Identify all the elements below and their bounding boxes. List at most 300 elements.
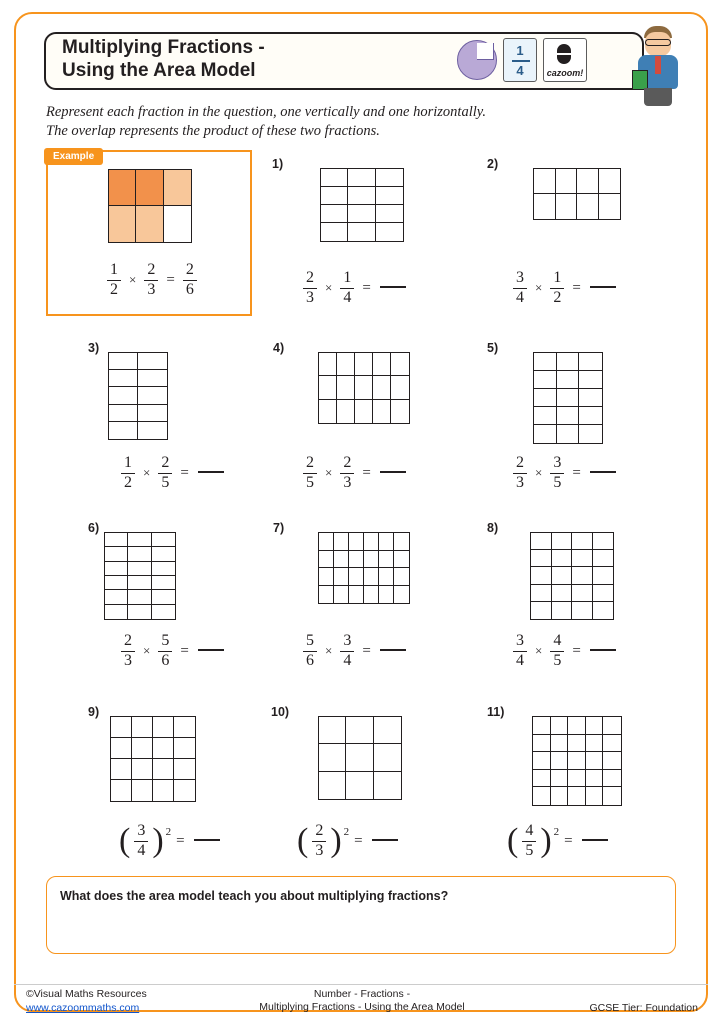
- grid-cell: [164, 206, 191, 242]
- grid-cell: [579, 389, 602, 407]
- grid-cell: [603, 735, 621, 753]
- problem-f1-den: 4: [516, 289, 524, 307]
- grid-cell: [128, 533, 151, 547]
- grid-cell: [379, 551, 394, 569]
- grid-cell: [334, 533, 349, 551]
- grid-cell: [579, 371, 602, 389]
- fraction: [144, 262, 158, 299]
- grid-cell: [319, 400, 337, 423]
- grid-cell: [577, 169, 599, 194]
- grid-cell: [346, 772, 373, 799]
- logo-group: [455, 36, 635, 86]
- grid-cell: [593, 533, 614, 550]
- grid-cell: [391, 400, 409, 423]
- grid-cell: [321, 223, 348, 241]
- fraction: [303, 455, 317, 492]
- grid-cell: [568, 787, 586, 805]
- grid-cell: [579, 407, 602, 425]
- grid-cell: [109, 370, 138, 387]
- grid-cell: [534, 425, 557, 443]
- problem-operator: ×: [325, 465, 333, 481]
- grid-cell: [394, 551, 409, 569]
- grid-cell: [152, 605, 175, 619]
- grid-cell: [109, 353, 138, 370]
- problem-equals: =: [180, 642, 189, 659]
- problem-equals: =: [362, 464, 371, 481]
- problem-f2-den: 5: [553, 652, 562, 670]
- fraction: [121, 455, 135, 492]
- example-ans-den: 6: [185, 281, 194, 299]
- reflection-question: What does the area model teach you about multiplying fractions?: [60, 889, 449, 903]
- grid-cell: [111, 717, 132, 738]
- grid-cell: [105, 533, 128, 547]
- grid-cell: [557, 407, 580, 425]
- example-equals: =: [166, 271, 175, 288]
- grid-cell: [391, 376, 409, 399]
- problem-operator: ×: [325, 280, 333, 296]
- grid-cell: [557, 389, 580, 407]
- problem-equals: =: [362, 642, 371, 659]
- problem-grid: [320, 168, 404, 242]
- grid-cell: [376, 223, 403, 241]
- grid-cell: [572, 602, 593, 619]
- grid-cell: [174, 717, 195, 738]
- grid-cell: [364, 551, 379, 569]
- grid-cell: [531, 567, 552, 584]
- problem-grid: [530, 532, 614, 620]
- grid-cell: [128, 576, 151, 590]
- problem-equals: =: [572, 642, 581, 659]
- fraction: [303, 633, 317, 670]
- grid-cell: [109, 170, 136, 206]
- grid-cell: [603, 752, 621, 770]
- grid-cell: [132, 759, 153, 780]
- grid-cell: [349, 586, 364, 604]
- problem-operator: ×: [325, 643, 333, 659]
- example-ans-num: 2: [185, 261, 194, 278]
- grid-cell: [586, 787, 604, 805]
- fraction: [312, 823, 326, 860]
- problem-f2-num: 5: [161, 632, 170, 649]
- grid-cell: [568, 717, 586, 735]
- grid-cell: [531, 602, 552, 619]
- problem-number: 6): [88, 521, 100, 535]
- grid-cell: [551, 770, 569, 788]
- problem-f2-den: 3: [343, 474, 352, 492]
- grid-cell: [586, 770, 604, 788]
- grid-cell: [349, 533, 364, 551]
- grid-cell: [346, 744, 373, 771]
- grid-cell: [568, 770, 586, 788]
- grid-cell: [552, 533, 573, 550]
- grid-cell: [319, 353, 337, 376]
- answer-blank: [380, 649, 406, 651]
- grid-cell: [319, 551, 334, 569]
- fraction: [303, 270, 317, 307]
- problem-f2-num: 3: [553, 454, 562, 471]
- fraction: [121, 633, 135, 670]
- grid-cell: [152, 576, 175, 590]
- grid-cell: [153, 717, 174, 738]
- grid-cell: [593, 550, 614, 567]
- fraction: [158, 633, 172, 670]
- grid-cell: [531, 533, 552, 550]
- grid-cell: [533, 770, 551, 788]
- problem-number: 3): [88, 341, 100, 355]
- problem-grid: [533, 168, 621, 220]
- problem-grid: [318, 716, 402, 800]
- grid-cell: [334, 568, 349, 586]
- grid-cell: [551, 752, 569, 770]
- footer-center-line2: Multiplying Fractions - Using the Area Model: [259, 1001, 465, 1013]
- problem-exponent: 2: [553, 826, 560, 839]
- grid-cell: [533, 717, 551, 735]
- instructions-line2: The overlap represents the product of these two fractions.: [46, 123, 380, 139]
- grid-cell: [132, 738, 153, 759]
- problem-grid: [318, 352, 410, 424]
- grid-cell: [321, 187, 348, 205]
- grid-cell: [346, 717, 373, 744]
- grid-cell: [603, 770, 621, 788]
- grid-cell: [552, 602, 573, 619]
- fraction-card-icon: [503, 38, 537, 82]
- grid-cell: [593, 567, 614, 584]
- problem-f2-den: 4: [343, 289, 352, 307]
- grid-cell: [557, 425, 580, 443]
- problem-f1-den: 4: [137, 842, 146, 860]
- problem-f2-den: 5: [553, 474, 562, 492]
- example-f2-num: 2: [147, 261, 156, 278]
- problem-expression: [300, 455, 406, 492]
- fraction: [550, 633, 564, 670]
- problem-f1-num: 2: [315, 822, 324, 839]
- grid-cell: [337, 376, 355, 399]
- grid-cell: [138, 370, 167, 387]
- grid-cell: [164, 170, 191, 206]
- answer-blank: [590, 649, 616, 651]
- problem-f1-num: 3: [137, 822, 146, 839]
- grid-cell: [128, 605, 151, 619]
- grid-cell: [533, 735, 551, 753]
- grid-cell: [355, 400, 373, 423]
- page-title-line1: Multiplying Fractions -: [62, 37, 265, 58]
- cazoom-brand-text: cazoom!: [546, 68, 584, 78]
- grid-cell: [105, 590, 128, 604]
- open-paren: (: [507, 821, 519, 859]
- problem-operator: ×: [535, 465, 543, 481]
- problem-operator: ×: [535, 643, 543, 659]
- footer-copyright: ©Visual Maths Resources: [26, 988, 147, 1000]
- example-tag: Example: [44, 148, 103, 165]
- instructions: [46, 103, 646, 141]
- grid-cell: [568, 752, 586, 770]
- grid-cell: [174, 780, 195, 801]
- problem-equals: =: [564, 832, 573, 849]
- grid-cell: [138, 422, 167, 439]
- answer-blank: [198, 471, 224, 473]
- grid-cell: [111, 759, 132, 780]
- example-grid-figure: [108, 169, 192, 243]
- answer-blank: [380, 471, 406, 473]
- answer-blank: [590, 471, 616, 473]
- grid-cell: [105, 547, 128, 561]
- cazoom-mark-icon: [557, 44, 571, 64]
- grid-cell: [334, 551, 349, 569]
- problem-grid: [532, 716, 622, 806]
- grid-cell: [551, 717, 569, 735]
- grid-cell: [319, 717, 346, 744]
- open-paren: (: [119, 821, 131, 859]
- problem-number: 10): [271, 705, 290, 719]
- grid-cell: [348, 187, 375, 205]
- grid-cell: [557, 353, 580, 371]
- grid-cell: [364, 586, 379, 604]
- problem-equals: =: [176, 832, 185, 849]
- grid-cell: [533, 752, 551, 770]
- problem-number: 5): [487, 341, 499, 355]
- grid-cell: [374, 717, 401, 744]
- footer-tier: GCSE Tier: Foundation: [589, 1002, 698, 1014]
- example-operator: ×: [129, 272, 137, 288]
- grid-cell: [355, 353, 373, 376]
- grid-cell: [337, 400, 355, 423]
- grid-cell: [603, 717, 621, 735]
- grid-cell: [394, 568, 409, 586]
- grid-cell: [599, 169, 621, 194]
- grid-cell: [138, 405, 167, 422]
- grid-cell: [152, 590, 175, 604]
- answer-blank: [582, 839, 608, 841]
- grid-cell: [128, 562, 151, 576]
- grid-cell: [337, 353, 355, 376]
- grid-cell: [579, 353, 602, 371]
- grid-cell: [138, 387, 167, 404]
- cazoom-logo-icon: [543, 38, 587, 82]
- grid-cell: [531, 550, 552, 567]
- grid-cell: [376, 169, 403, 187]
- grid-cell: [577, 194, 599, 219]
- problem-f1-num: 2: [516, 454, 524, 471]
- grid-cell: [136, 206, 163, 242]
- fraction: [513, 270, 527, 307]
- problem-operator: ×: [535, 280, 543, 296]
- problem-f2-den: 6: [161, 652, 170, 670]
- example-f1-den: 2: [110, 281, 118, 299]
- problem-f1-num: 2: [306, 269, 314, 286]
- open-paren: (: [297, 821, 309, 859]
- grid-cell: [364, 568, 379, 586]
- grid-cell: [128, 547, 151, 561]
- grid-cell: [132, 780, 153, 801]
- page-title-line2: Using the Area Model: [62, 60, 256, 81]
- grid-cell: [568, 735, 586, 753]
- grid-cell: [376, 205, 403, 223]
- grid-cell: [599, 194, 621, 219]
- grid-cell: [348, 205, 375, 223]
- fraction-card-denominator: 4: [516, 63, 524, 78]
- grid-cell: [531, 585, 552, 602]
- grid-cell: [319, 568, 334, 586]
- problem-equals: =: [354, 832, 363, 849]
- problem-f1-den: 3: [306, 289, 314, 307]
- grid-cell: [364, 533, 379, 551]
- grid-cell: [355, 376, 373, 399]
- grid-cell: [579, 425, 602, 443]
- grid-cell: [586, 717, 604, 735]
- fraction: [183, 262, 197, 299]
- grid-cell: [174, 738, 195, 759]
- fraction-card-numerator: 1: [516, 43, 524, 58]
- grid-cell: [552, 585, 573, 602]
- fraction: [340, 455, 354, 492]
- grid-cell: [348, 223, 375, 241]
- problem-f1-den: 3: [516, 474, 524, 492]
- problem-expression: [118, 455, 224, 492]
- grid-cell: [374, 772, 401, 799]
- grid-cell: [593, 585, 614, 602]
- problem-f1-den: 5: [306, 474, 314, 492]
- grid-cell: [349, 551, 364, 569]
- problem-expression: [510, 270, 616, 307]
- grid-cell: [552, 550, 573, 567]
- fraction: [134, 823, 148, 860]
- problem-grid: [318, 532, 410, 604]
- problem-operator: ×: [143, 643, 151, 659]
- grid-cell: [552, 567, 573, 584]
- problem-f1-den: 3: [124, 652, 132, 670]
- problem-number: 7): [273, 521, 285, 535]
- close-paren: ): [330, 821, 342, 859]
- problem-number: 11): [487, 705, 505, 719]
- page-title: [62, 36, 432, 82]
- grid-cell: [572, 567, 593, 584]
- reflection-answer-box[interactable]: [46, 876, 676, 954]
- grid-cell: [152, 562, 175, 576]
- grid-cell: [534, 407, 557, 425]
- grid-cell: [105, 562, 128, 576]
- grid-cell: [593, 602, 614, 619]
- grid-cell: [105, 576, 128, 590]
- grid-cell: [132, 717, 153, 738]
- grid-cell: [551, 787, 569, 805]
- grid-cell: [534, 371, 557, 389]
- problem-grid: [108, 352, 168, 440]
- pie-chart-icon: [457, 40, 497, 80]
- grid-cell: [556, 194, 578, 219]
- grid-cell: [533, 787, 551, 805]
- close-paren: ): [540, 821, 552, 859]
- grid-cell: [534, 194, 556, 219]
- grid-cell: [138, 353, 167, 370]
- grid-cell: [109, 405, 138, 422]
- grid-cell: [586, 752, 604, 770]
- grid-cell: [586, 735, 604, 753]
- problem-f2-den: 5: [161, 474, 170, 492]
- problem-grid: [533, 352, 603, 444]
- grid-cell: [334, 586, 349, 604]
- problem-equals: =: [180, 464, 189, 481]
- problem-f2-num: 2: [161, 454, 170, 471]
- problem-equals: =: [572, 464, 581, 481]
- grid-cell: [374, 744, 401, 771]
- problem-expression: [118, 823, 220, 860]
- grid-cell: [319, 772, 346, 799]
- problem-f1-num: 4: [525, 822, 534, 839]
- grid-cell: [572, 585, 593, 602]
- problem-equals: =: [362, 279, 371, 296]
- problem-expression: [510, 633, 616, 670]
- grid-cell: [105, 605, 128, 619]
- fraction: [107, 262, 121, 299]
- grid-cell: [109, 206, 136, 242]
- example-f2-den: 3: [147, 281, 156, 299]
- problem-number: 2): [487, 157, 499, 171]
- grid-cell: [572, 550, 593, 567]
- problem-f1-den: 2: [124, 474, 132, 492]
- problem-f2-num: 3: [343, 632, 352, 649]
- grid-cell: [379, 568, 394, 586]
- problem-f2-den: 2: [553, 289, 562, 307]
- grid-cell: [373, 376, 391, 399]
- footer-divider: [14, 984, 708, 985]
- problem-f1-num: 2: [306, 454, 314, 471]
- problem-equals: =: [572, 279, 581, 296]
- problem-f2-num: 4: [553, 632, 562, 649]
- fraction-card-bar: [512, 60, 530, 62]
- grid-cell: [319, 586, 334, 604]
- grid-cell: [111, 780, 132, 801]
- answer-blank: [194, 839, 220, 841]
- grid-cell: [373, 400, 391, 423]
- instructions-line1: Represent each fraction in the question, one vertically and one horizontally.: [46, 104, 487, 120]
- problem-number: 8): [487, 521, 499, 535]
- grid-cell: [394, 533, 409, 551]
- grid-cell: [319, 376, 337, 399]
- fraction: [550, 455, 564, 492]
- footer-website-link[interactable]: www.cazoommaths.com: [26, 1002, 140, 1014]
- problem-grid: [104, 532, 176, 620]
- example-f1-num: 1: [110, 261, 118, 278]
- problem-f2-den: 4: [343, 652, 352, 670]
- problem-f1-num: 5: [306, 632, 314, 649]
- grid-cell: [534, 353, 557, 371]
- problem-f1-den: 5: [525, 842, 534, 860]
- problem-expression: [510, 455, 616, 492]
- problem-expression: [506, 823, 608, 860]
- problem-f1-num: 3: [516, 269, 524, 286]
- problem-expression: [300, 270, 406, 307]
- grid-cell: [373, 353, 391, 376]
- fraction: [550, 270, 564, 307]
- grid-cell: [319, 533, 334, 551]
- grid-cell: [319, 744, 346, 771]
- problem-exponent: 2: [165, 826, 172, 839]
- problem-number: 1): [272, 157, 284, 171]
- problem-f1-den: 4: [516, 652, 524, 670]
- grid-cell: [348, 169, 375, 187]
- grid-cell: [557, 371, 580, 389]
- close-paren: ): [152, 821, 164, 859]
- grid-cell: [379, 586, 394, 604]
- grid-cell: [534, 169, 556, 194]
- grid-cell: [153, 780, 174, 801]
- answer-blank: [380, 286, 406, 288]
- problem-f1-den: 6: [306, 652, 314, 670]
- problem-f1-den: 3: [315, 842, 324, 860]
- problem-expression: [296, 823, 398, 860]
- grid-cell: [572, 533, 593, 550]
- grid-cell: [109, 387, 138, 404]
